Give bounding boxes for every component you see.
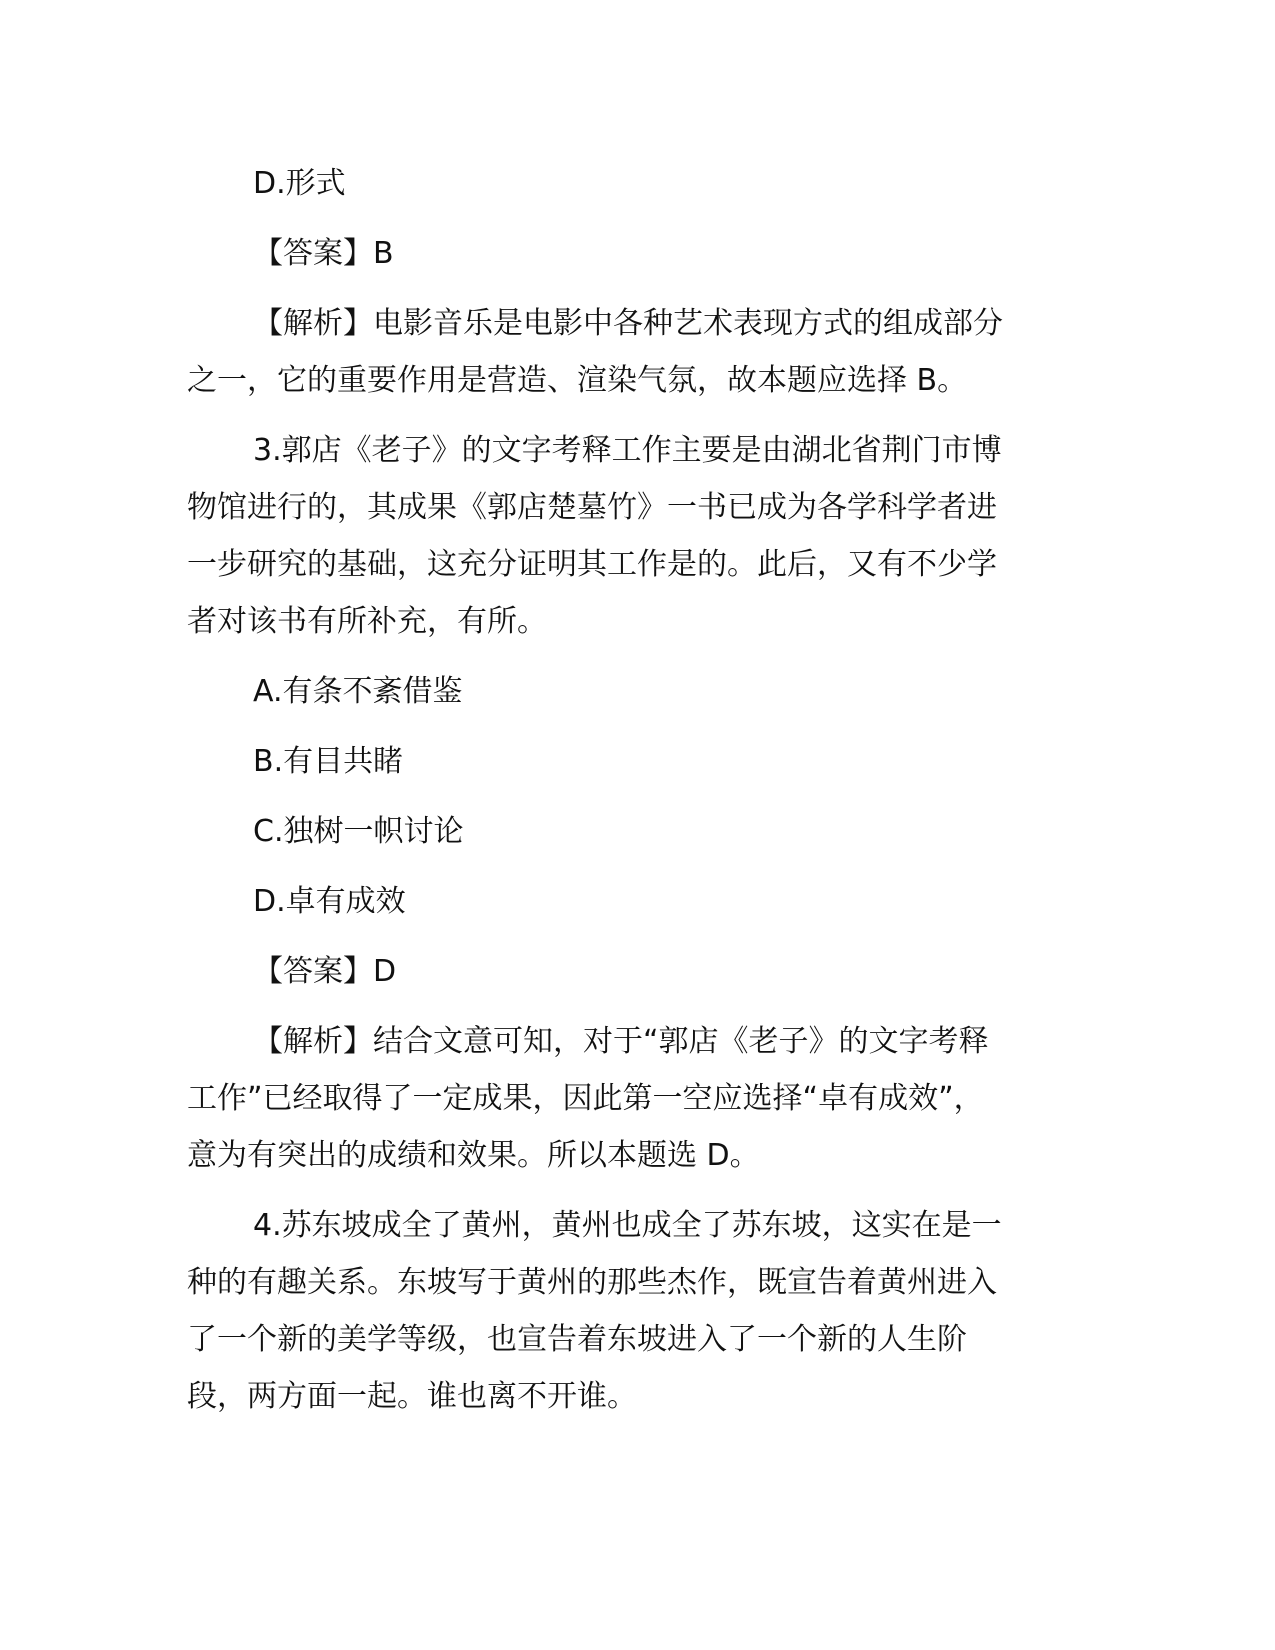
option-c-q3: C.独树一帜讨论 [253, 814, 464, 849]
question-3-line1: 3.郭店《老子》的文字考释工作主要是由湖北省荆门市博 [253, 433, 1002, 468]
explanation-q3-line3: 意为有突出的成绩和效果。所以本题选 D。 [187, 1138, 760, 1173]
question-3-line3: 一步研究的基础，这充分证明其工作是的。此后，又有不少学 [187, 547, 997, 582]
answer-q3: 【答案】D [253, 954, 397, 989]
option-a-q3: A.有条不紊借鉴 [253, 674, 463, 709]
question-4-line1: 4.苏东坡成全了黄州，黄州也成全了苏东坡，这实在是一 [253, 1208, 1002, 1243]
explanation-q2-line1: 【解析】电影音乐是电影中各种艺术表现方式的组成部分 [253, 306, 1003, 341]
option-b-q3: B.有目共睹 [253, 744, 404, 779]
explanation-q3-line1: 【解析】结合文意可知，对于“郭店《老子》的文字考释 [253, 1024, 989, 1059]
option-d-q2: D.形式 [253, 166, 346, 201]
question-3-line2: 物馆进行的，其成果《郭店楚墓竹》一书已成为各学科学者进 [187, 490, 997, 525]
explanation-q3-line2: 工作”已经取得了一定成果，因此第一空应选择“卓有成效”， [187, 1081, 984, 1116]
question-3-line4: 者对该书有所补充，有所。 [187, 604, 547, 639]
question-4-line4: 段，两方面一起。谁也离不开谁。 [187, 1379, 637, 1414]
explanation-q2-line2: 之一，它的重要作用是营造、渲染气氛，故本题应选择 B。 [187, 363, 968, 398]
question-4-line2: 种的有趣关系。东坡写于黄州的那些杰作，既宣告着黄州进入 [187, 1265, 997, 1300]
answer-q2: 【答案】B [253, 236, 394, 271]
question-4-line3: 了一个新的美学等级，也宣告着东坡进入了一个新的人生阶 [187, 1322, 967, 1357]
option-d-q3: D.卓有成效 [253, 884, 406, 919]
